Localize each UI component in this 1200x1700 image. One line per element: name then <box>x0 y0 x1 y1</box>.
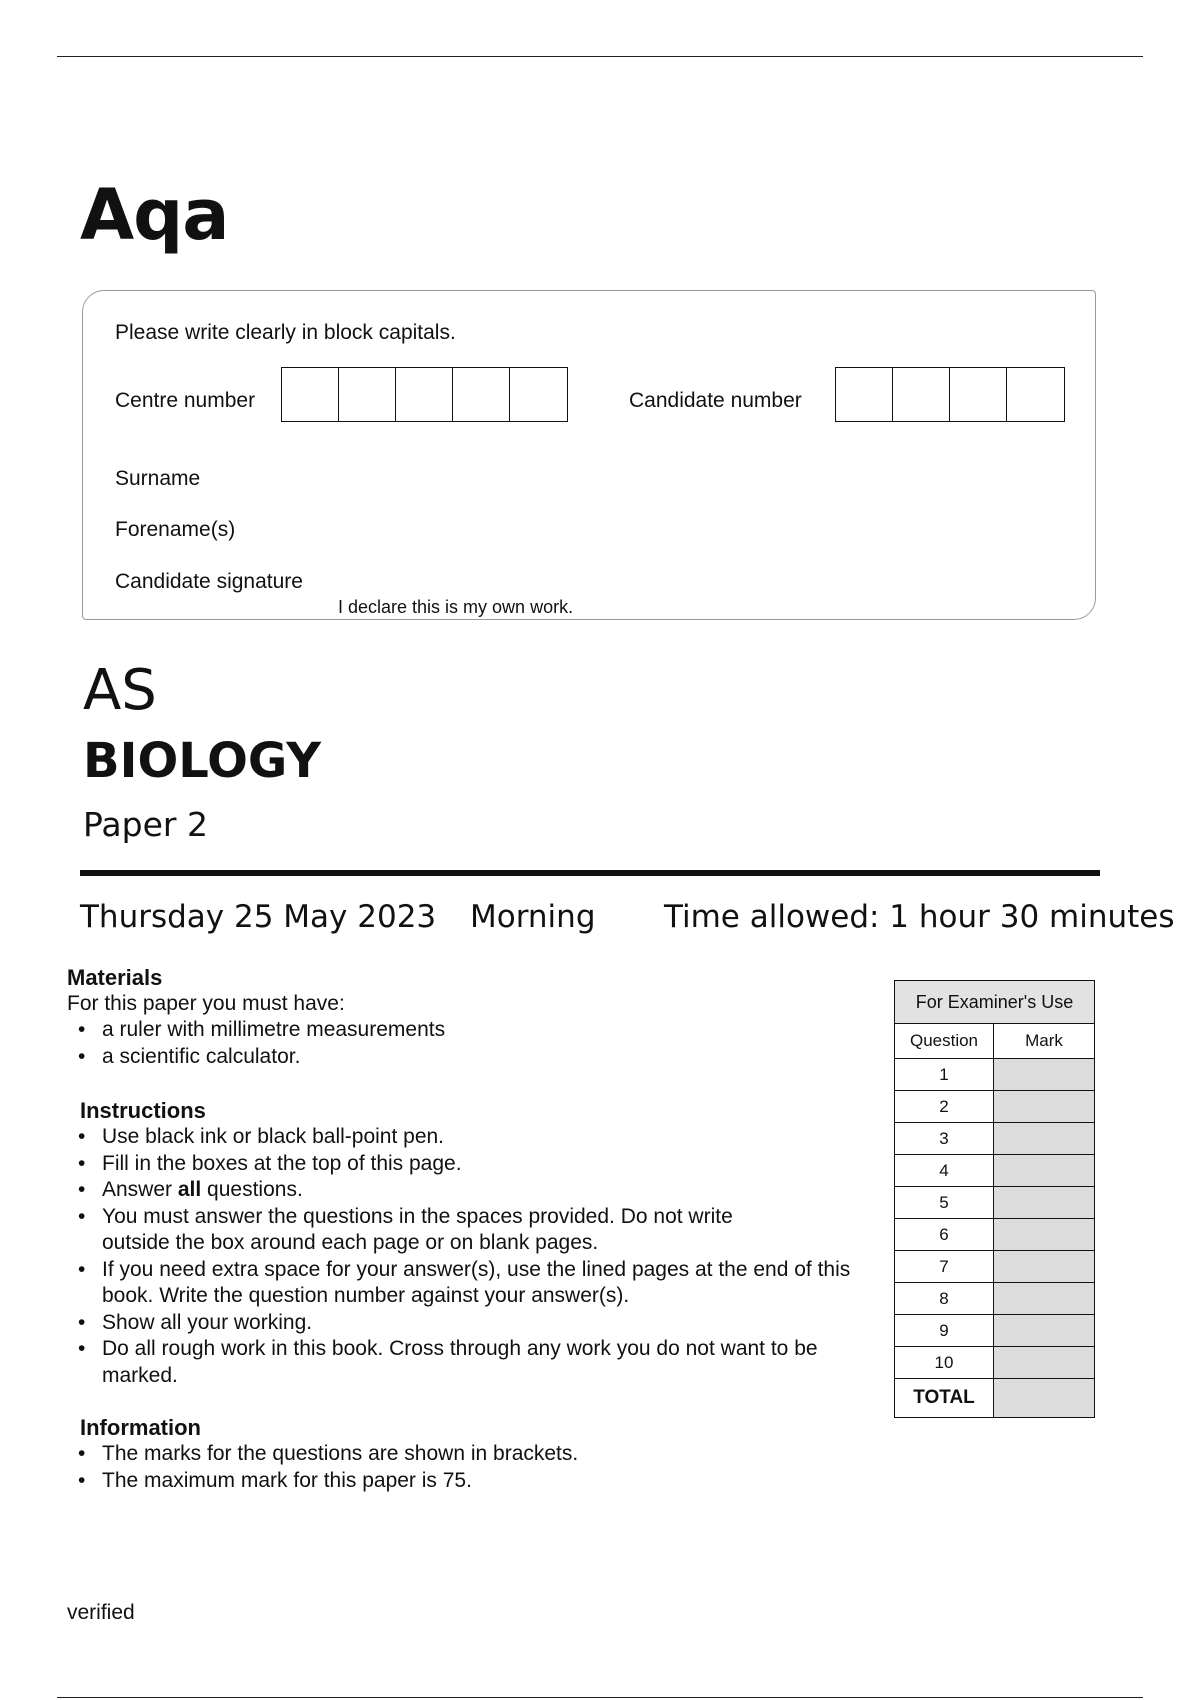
centre-number-label: Centre number <box>115 389 256 412</box>
mark-cell[interactable] <box>994 1059 1095 1091</box>
mark-cell[interactable] <box>994 1091 1095 1123</box>
centre-number-boxes <box>281 367 568 422</box>
question-number-cell: 6 <box>895 1219 994 1251</box>
mark-cell[interactable] <box>994 1315 1095 1347</box>
instructions-answer-suffix: questions. <box>201 1178 303 1201</box>
instructions-item: • If you need extra space for your answer(s), use the lined pages at the end of this book. Write the question number against your answer(s). <box>66 1257 861 1310</box>
question-number-cell: 10 <box>895 1347 994 1379</box>
forenames-label: Forename(s) <box>115 518 236 541</box>
title-divider <box>80 870 1100 876</box>
question-number-cell: 5 <box>895 1187 994 1219</box>
information-item: • The marks for the questions are shown in brackets. <box>66 1441 867 1468</box>
mark-cell[interactable] <box>994 1283 1095 1315</box>
exam-session: Morning <box>470 899 596 935</box>
examiners-use-title: For Examiner's Use <box>895 981 1095 1024</box>
mark-column-header: Mark <box>994 1024 1095 1059</box>
qualification-level: AS <box>83 658 157 723</box>
information-heading: Information <box>80 1415 201 1440</box>
instructions-answer-prefix: Answer <box>102 1178 178 1201</box>
instructions-item: • Fill in the boxes at the top of this page. <box>66 1151 861 1178</box>
instructions-item: • You must answer the questions in the spaces provided. Do not write outside the box around each page or on blank pages. <box>66 1204 792 1257</box>
verified-note: verified <box>67 1601 135 1624</box>
paper-number: Paper 2 <box>83 805 208 844</box>
candidate-number-boxes <box>835 367 1065 422</box>
question-number-cell: 4 <box>895 1155 994 1187</box>
top-rule <box>57 56 1143 57</box>
question-number-cell: 9 <box>895 1315 994 1347</box>
mark-cell[interactable] <box>994 1219 1095 1251</box>
candidate-number-digit-box[interactable] <box>1007 368 1064 421</box>
mark-cell[interactable] <box>994 1347 1095 1379</box>
total-mark-cell[interactable] <box>994 1379 1095 1418</box>
total-label: TOTAL <box>895 1379 994 1418</box>
materials-section <box>67 965 867 1070</box>
question-number-cell: 8 <box>895 1283 994 1315</box>
subject-title: BIOLOGY <box>83 733 322 789</box>
time-allowed: Time allowed: 1 hour 30 minutes <box>664 899 1175 935</box>
aqa-logo: Aqa <box>80 174 229 256</box>
question-number-cell: 1 <box>895 1059 994 1091</box>
instructions-answer-emphasis: all <box>177 1178 202 1201</box>
centre-number-digit-box[interactable] <box>339 368 396 421</box>
materials-item: • a ruler with millimetre measurements <box>66 1017 867 1044</box>
block-capitals-instruction: Please write clearly in block capitals. <box>115 321 456 344</box>
information-section <box>67 1415 867 1494</box>
information-item: • The maximum mark for this paper is 75. <box>66 1468 867 1495</box>
instructions-item <box>66 1177 861 1204</box>
candidate-number-digit-box[interactable] <box>950 368 1007 421</box>
materials-intro: For this paper you must have: <box>67 992 345 1015</box>
instructions-item: • Use black ink or black ball-point pen. <box>66 1124 861 1151</box>
instructions-section <box>67 1098 867 1389</box>
declaration-text: I declare this is my own work. <box>338 597 574 617</box>
surname-label: Surname <box>115 467 201 490</box>
exam-date: Thursday 25 May 2023 <box>80 899 437 935</box>
instructions-item: • Show all your working. <box>66 1310 861 1337</box>
question-column-header: Question <box>895 1024 994 1059</box>
candidate-number-digit-box[interactable] <box>893 368 950 421</box>
centre-number-digit-box[interactable] <box>282 368 339 421</box>
candidate-number-digit-box[interactable] <box>836 368 893 421</box>
mark-cell[interactable] <box>994 1187 1095 1219</box>
centre-number-digit-box[interactable] <box>453 368 510 421</box>
mark-cell[interactable] <box>994 1251 1095 1283</box>
bottom-rule <box>57 1697 1143 1698</box>
mark-cell[interactable] <box>994 1155 1095 1187</box>
question-number-cell: 7 <box>895 1251 994 1283</box>
centre-number-digit-box[interactable] <box>510 368 567 421</box>
question-number-cell: 3 <box>895 1123 994 1155</box>
materials-heading: Materials <box>67 965 163 990</box>
candidate-number-label: Candidate number <box>629 389 802 412</box>
materials-item: • a scientific calculator. <box>66 1044 867 1071</box>
question-number-cell: 2 <box>895 1091 994 1123</box>
instructions-heading: Instructions <box>80 1098 206 1123</box>
examiners-use-table <box>894 980 1095 1418</box>
candidate-details-box <box>82 290 1096 620</box>
mark-cell[interactable] <box>994 1123 1095 1155</box>
signature-label: Candidate signature <box>115 570 303 593</box>
instructions-item: • Do all rough work in this book. Cross through any work you do not want to be marked. <box>66 1336 842 1389</box>
centre-number-digit-box[interactable] <box>396 368 453 421</box>
